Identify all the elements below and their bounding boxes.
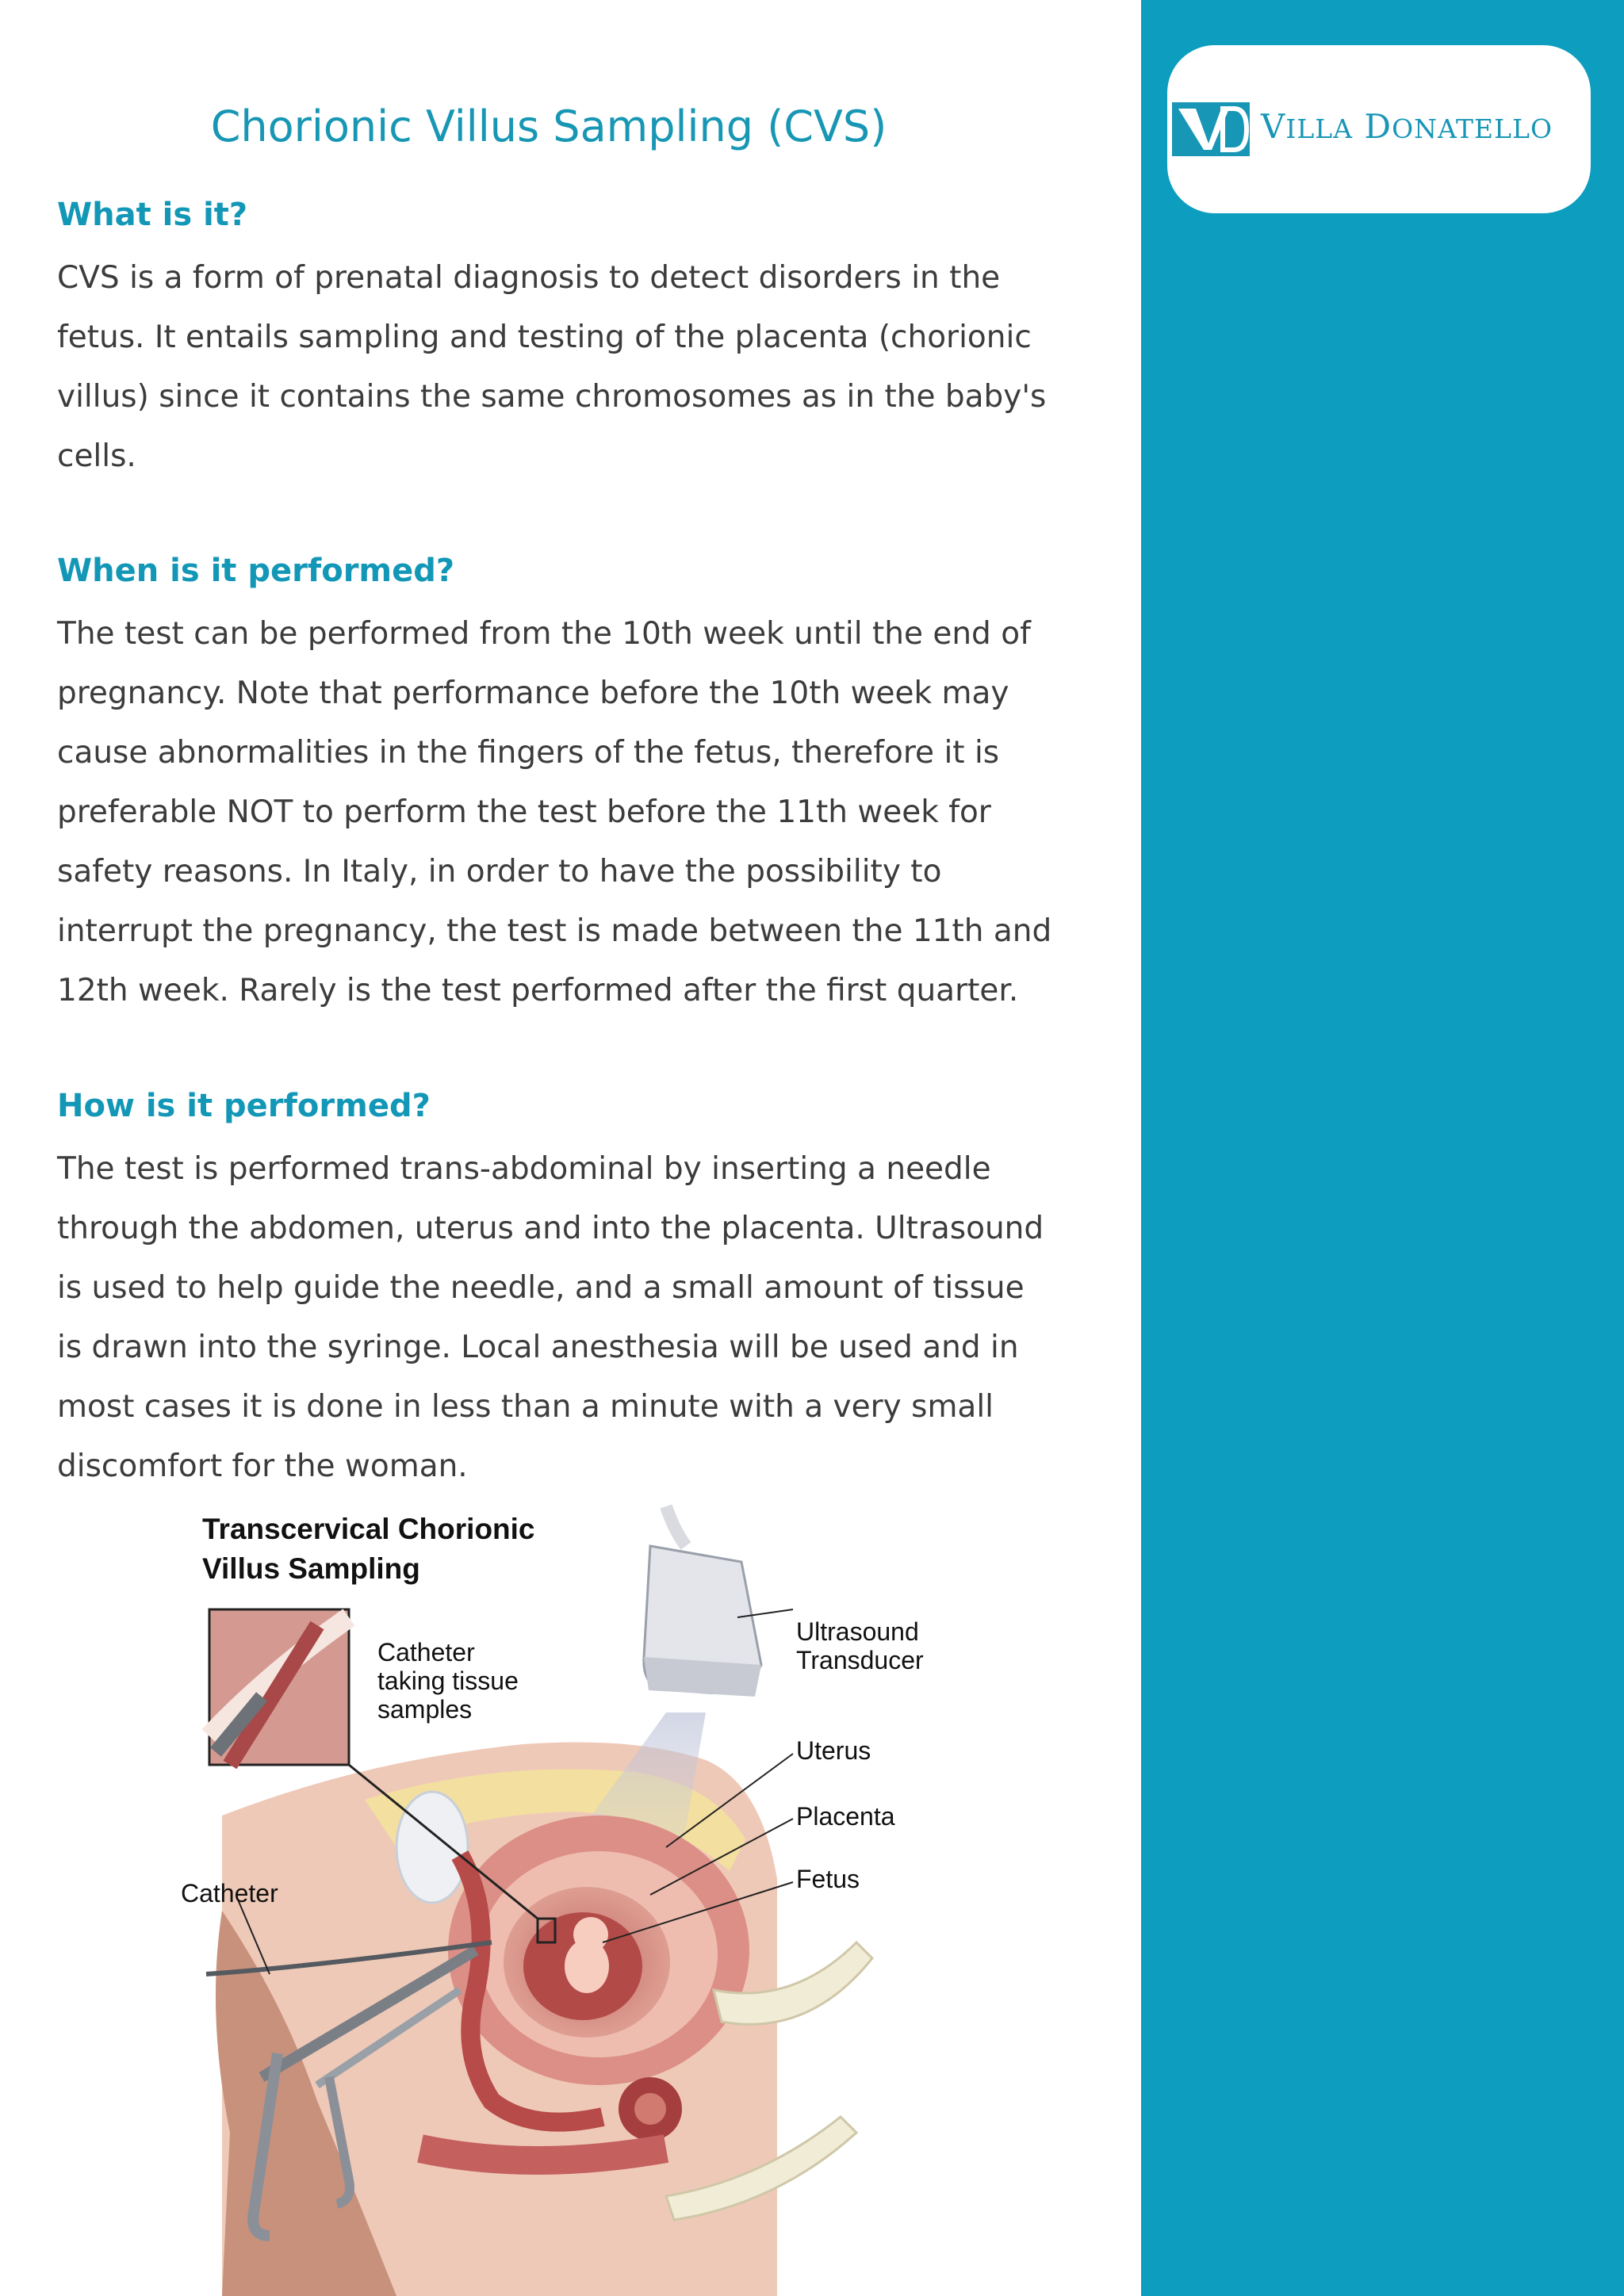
section-heading-what: What is it? [57, 197, 248, 233]
label-catheter: Catheter [181, 1879, 278, 1908]
sidebar-panel [1141, 0, 1624, 2296]
cvs-illustration [159, 1498, 959, 2296]
vd-monogram-icon [1167, 45, 1262, 213]
label-placenta: Placenta [796, 1802, 895, 1831]
label-fetus: Fetus [796, 1865, 860, 1893]
section-body-when: The test can be performed from the 10th week until the end of pregnancy. Note that performance before the 10th week may cause abnormalities in the fingers of the fetus, therefore it is preferable NOT to perform the test before the 11th week for safety reasons. In Italy, in order to have the possibility to interrupt the pregnancy, the test is made between the 11th and 12th week. Rarely is the test performed after the first quarter. [57, 616, 1052, 1008]
section-body-what: CVS is a form of prenatal diagnosis to detect disorders in the fetus. It entails sampling and testing of the placenta (chorionic villus) since it contains the same chromosomes as in the baby's cells. [57, 260, 1047, 474]
page-title: Chorionic Villus Sampling (CVS) [210, 101, 887, 151]
label-ultrasound-transducer: Ultrasound Transducer [796, 1617, 924, 1674]
section-body-how: The test is performed trans-abdominal by inserting a needle through the abdomen, uterus and into the placenta. Ultrasound is used to help guide the needle, and a small amount of tissue is drawn into the syringe. Local anesthesia will be used and in most cases it is done in less than a minute with a very small discomfort for the woman. [57, 1151, 1044, 1484]
brand-name: VILLA DONATELLO [1261, 107, 1553, 146]
section-heading-when: When is it performed? [57, 553, 455, 589]
figure-title: Transcervical Chorionic Villus Sampling [202, 1513, 535, 1585]
label-inset: Catheter taking tissue samples [377, 1638, 519, 1724]
section-heading-how: How is it performed? [57, 1088, 431, 1124]
label-uterus: Uterus [796, 1736, 871, 1765]
brand-logo[interactable] [1167, 45, 1591, 213]
